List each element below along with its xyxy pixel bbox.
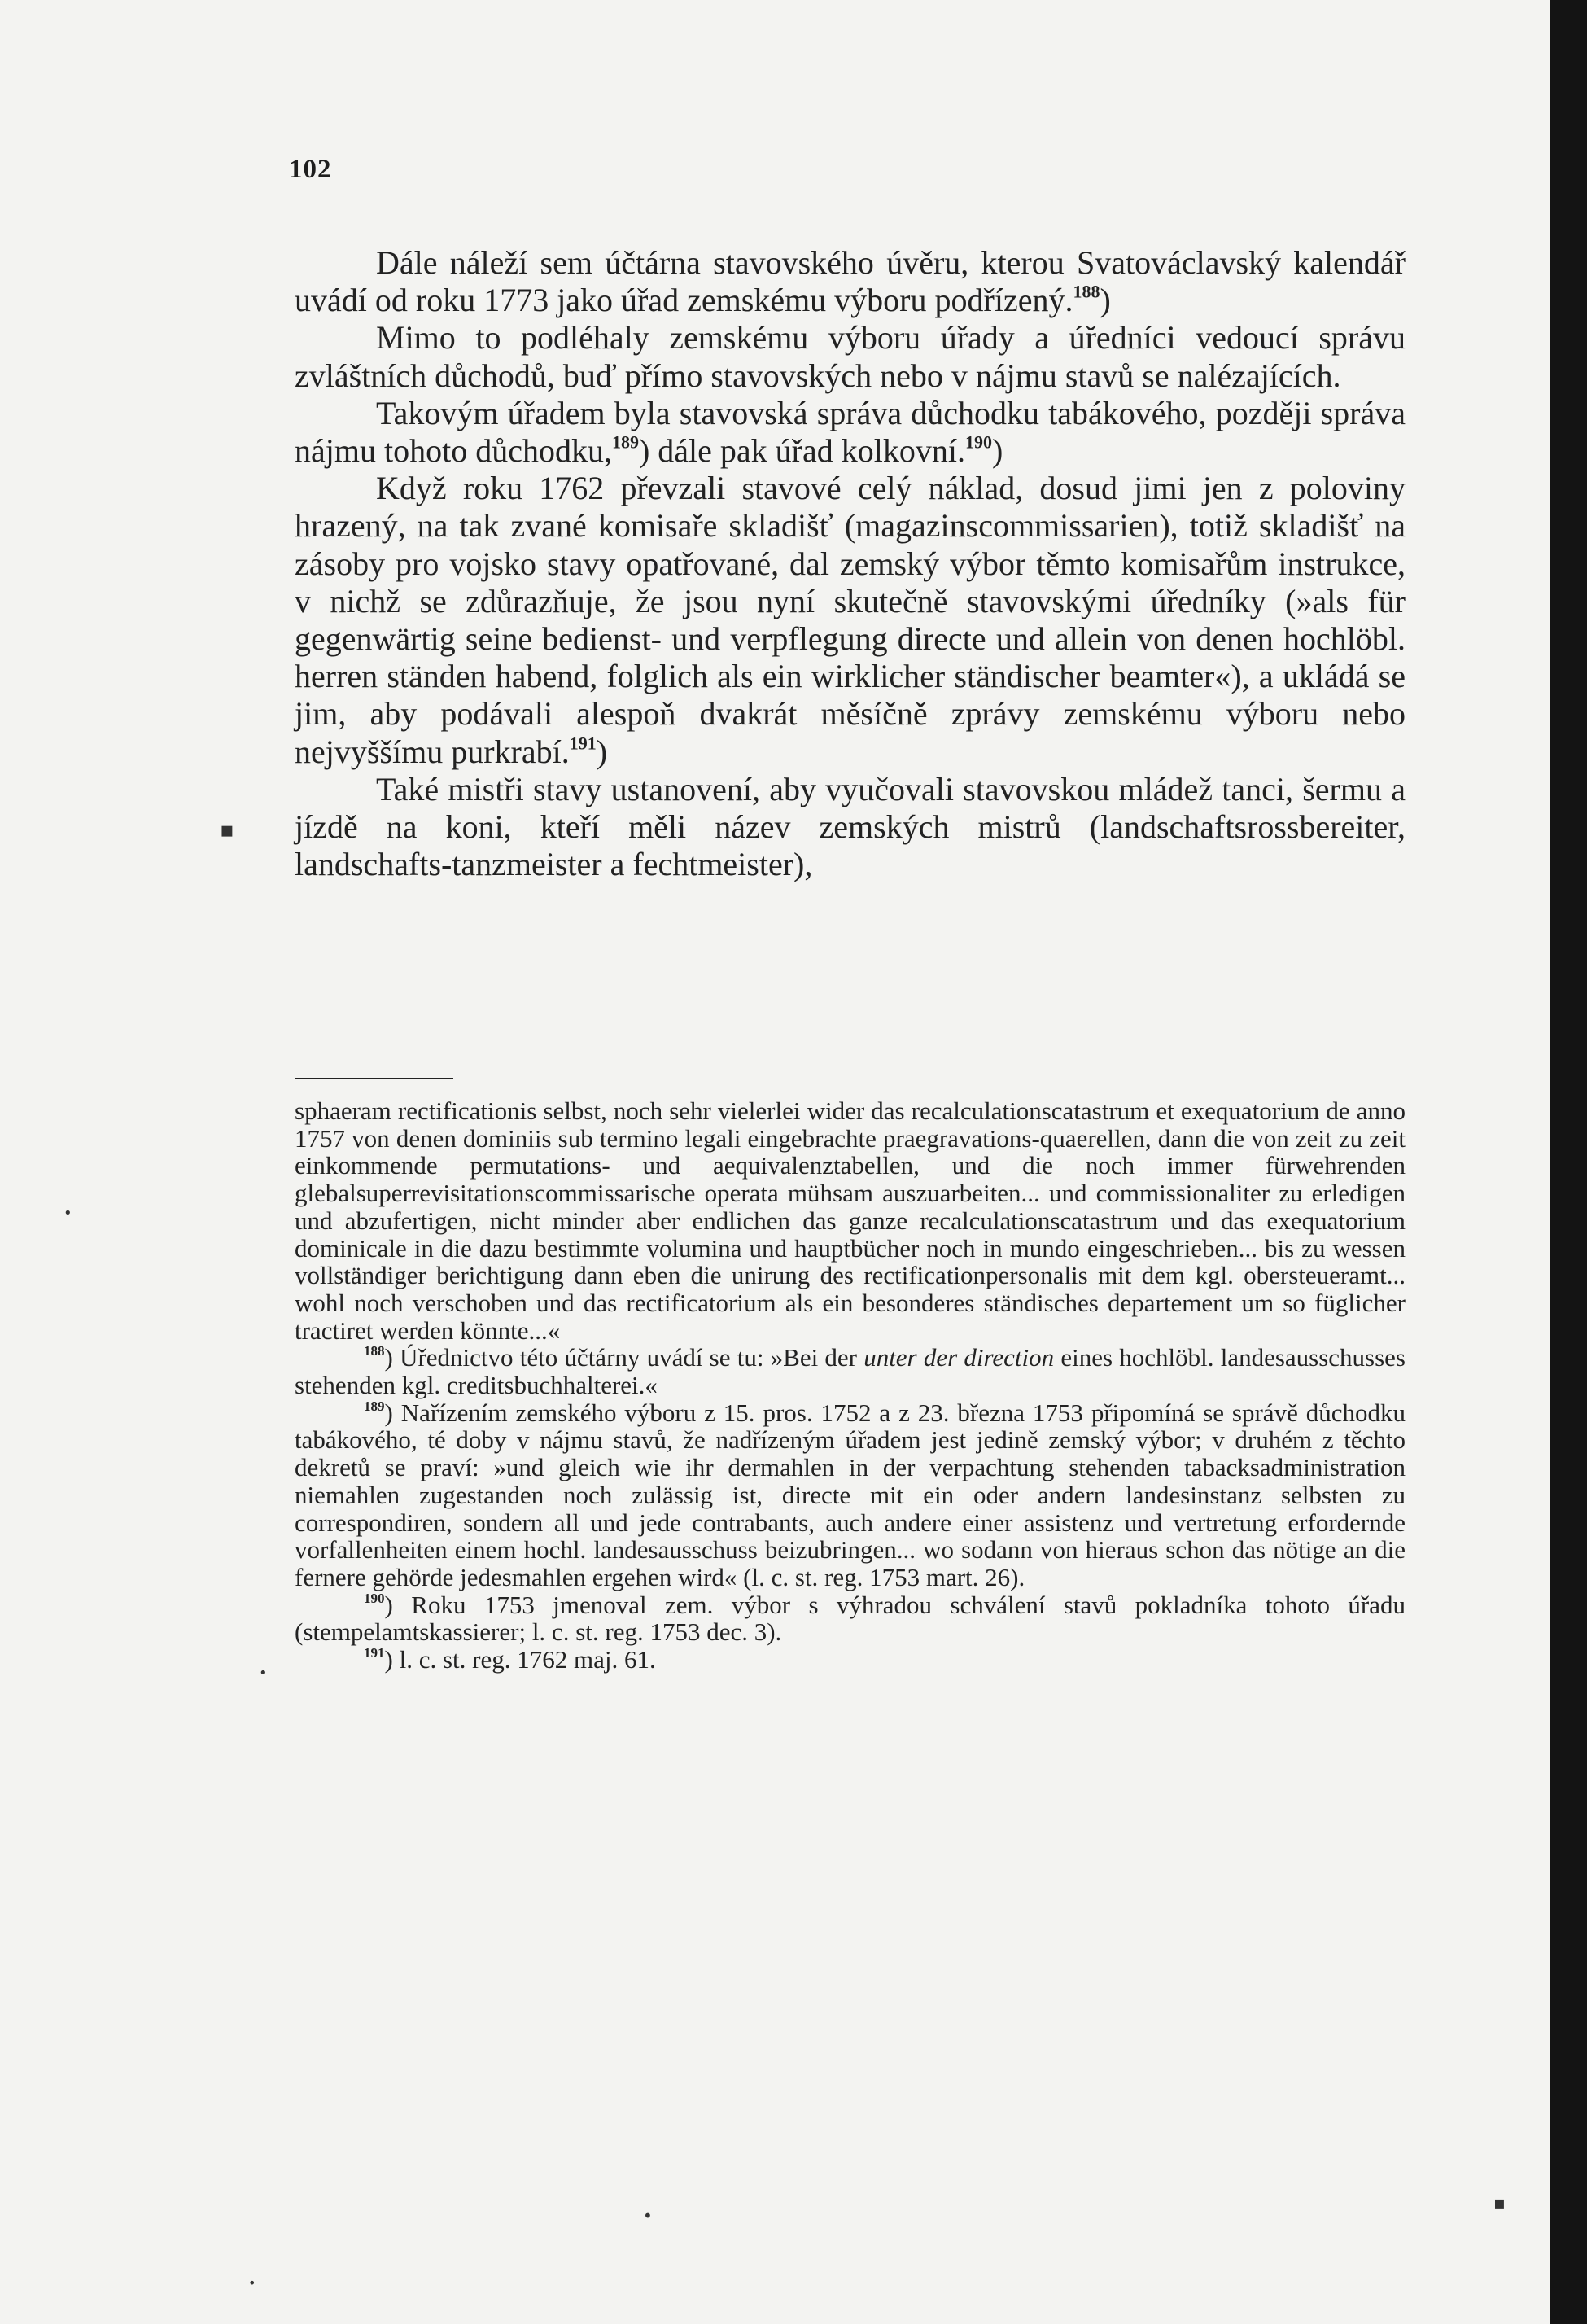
paragraph: Když roku 1762 převzali stavové celý náklad, dosud jimi jen z poloviny hrazený, na tak zvané komisaře skladišť (magazinscommissarien), totiž skladišť na zásoby pro vojsko stavy opatřované, dal zemský výbor těmto komisařům instrukce, v nichž se zdůrazňuje, že jsou nyní skutečně stavovskými úředníky (»als für gegenwärtig seine bedienst- und verpflegung directe und allein von denen hochlöbl. herren ständen habend, folglich als ein wirklicher ständischer beamter«), a ukládá se jim, aby podávali alespoň dvakrát měsíčně zprávy zemskému výboru nebo nejvyššímu purkrabí.$^{191}$) <box>295 470 1406 770</box>
paragraph: Takovým úřadem byla stavovská správa důchodku tabákového, později správa nájmu tohoto důchodku,$^{189}$) dále pak úřad kolkovní.$^{190}$) <box>295 394 1406 470</box>
scan-speck: ▪ <box>1493 2194 1506 2214</box>
footnote-189: $^{189}$) Nařízením zemského výboru z 15. pros. 1752 a z 23. března 1753 připomíná se správě důchodku tabákového, té doby v nájmu stavů, že nadřízeným úřadem jest jedině zemský výbor; v druhém z těchto dekretů se praví: »und gleich wie ihr dermahlen in der verpachtung stehenden tabacksadministration niemahlen zugestanden noch zulässig ist, directe mit ein oder andern landesinstanz selbsten zu correspondiren, sondern all und jede contrabants, auch andere einer assistenz und vertretung erfordernde vorfallenheiten einem hochl. landesausschuss beizubringen... wo sodann von hieraus schon das nötige an die fernere gehörde jedesmahlen ergehen wird« (l. c. st. reg. 1753 mart. 26). <box>295 1398 1406 1591</box>
footnote-188: $^{188}$) Úřednictvo této účtárny uvádí se tu: »Bei der unter der direction eines hochlöbl. landesausschusses stehenden kgl. creditsbuchhalterei.« <box>295 1343 1406 1400</box>
scan-speck: • <box>259 1665 268 1682</box>
paragraph: Dále náleží sem účtárna stavovského úvěru, kterou Svatováclavský kalendář uvádí od roku 1773 jako úřad zemskému výboru podřízený.$^{188}$) <box>295 244 1406 319</box>
page-number: 102 <box>289 155 332 184</box>
footnote-190: $^{190}$) Roku 1753 jmenoval zem. výbor s výhradou schválení stavů pokladníka tohoto úřadu (stempelamtskassierer; l. c. st. reg. 1753 dec. 3). <box>295 1590 1406 1647</box>
footnote-191: $^{191}$) l. c. st. reg. 1762 maj. 61. <box>364 1645 656 1674</box>
scan-speck: ▪ <box>220 818 234 843</box>
footnote-ref: 191 <box>569 733 597 754</box>
footnote-ref: 188 <box>1073 281 1100 302</box>
footnotes <box>295 1097 1406 1674</box>
footnote-ref: 189 <box>611 431 639 453</box>
footnote-divider <box>295 1078 453 1079</box>
paragraph: Také mistři stavy ustanovení, aby vyučovali stavovskou mládež tanci, šermu a jízdě na koni, kteří měli název zemských mistrů (landschaftsrossbereiter, landschafts-tanzmeister a fechtmeister), <box>295 770 1406 883</box>
main-text <box>295 244 1406 883</box>
scan-border <box>1550 0 1587 2324</box>
paragraph: Mimo to podléhaly zemskému výboru úřady a úředníci vedoucí správu zvláštních důchodů, buď přímo stavovských nebo v nájmu stavů se nalézajících. <box>295 319 1406 394</box>
scan-speck: • <box>248 2275 256 2291</box>
scan-speck: • <box>63 1205 72 1222</box>
scan-speck: • <box>643 2206 653 2226</box>
footnote-ref: 190 <box>964 431 992 453</box>
footnote-continuation: sphaeram rectificationis selbst, noch sehr vielerlei wider das recalculationscatastrum et exequatorium de anno 1757 von denen dominiis sub termino legali eingebrachte praegravations-quaerellen, dann die von zeit zu zeit einkommende permutations- und aequivalenztabellen, und die noch immer fürwehrenden glebalsuperrevisitationscommissarische operata mühsam auszuarbeiten... und commissionaliter zu erledigen und abzufertigen, nicht minder aber endlichen das ganze recalculationscatastrum und das exequatorium dominicale in die dazu bestimmte volumina und hauptbücher noch in mundo eingeschrieben... bis zu wessen vollständiger berichtigung dann eben die unirung des rectificationpersonalis mit dem kgl. obersteueramt... wohl noch verschoben und das rectificatorium als ein besonderes ständisches departement um so füglicher tractiret werden könnte...« <box>295 1096 1406 1345</box>
